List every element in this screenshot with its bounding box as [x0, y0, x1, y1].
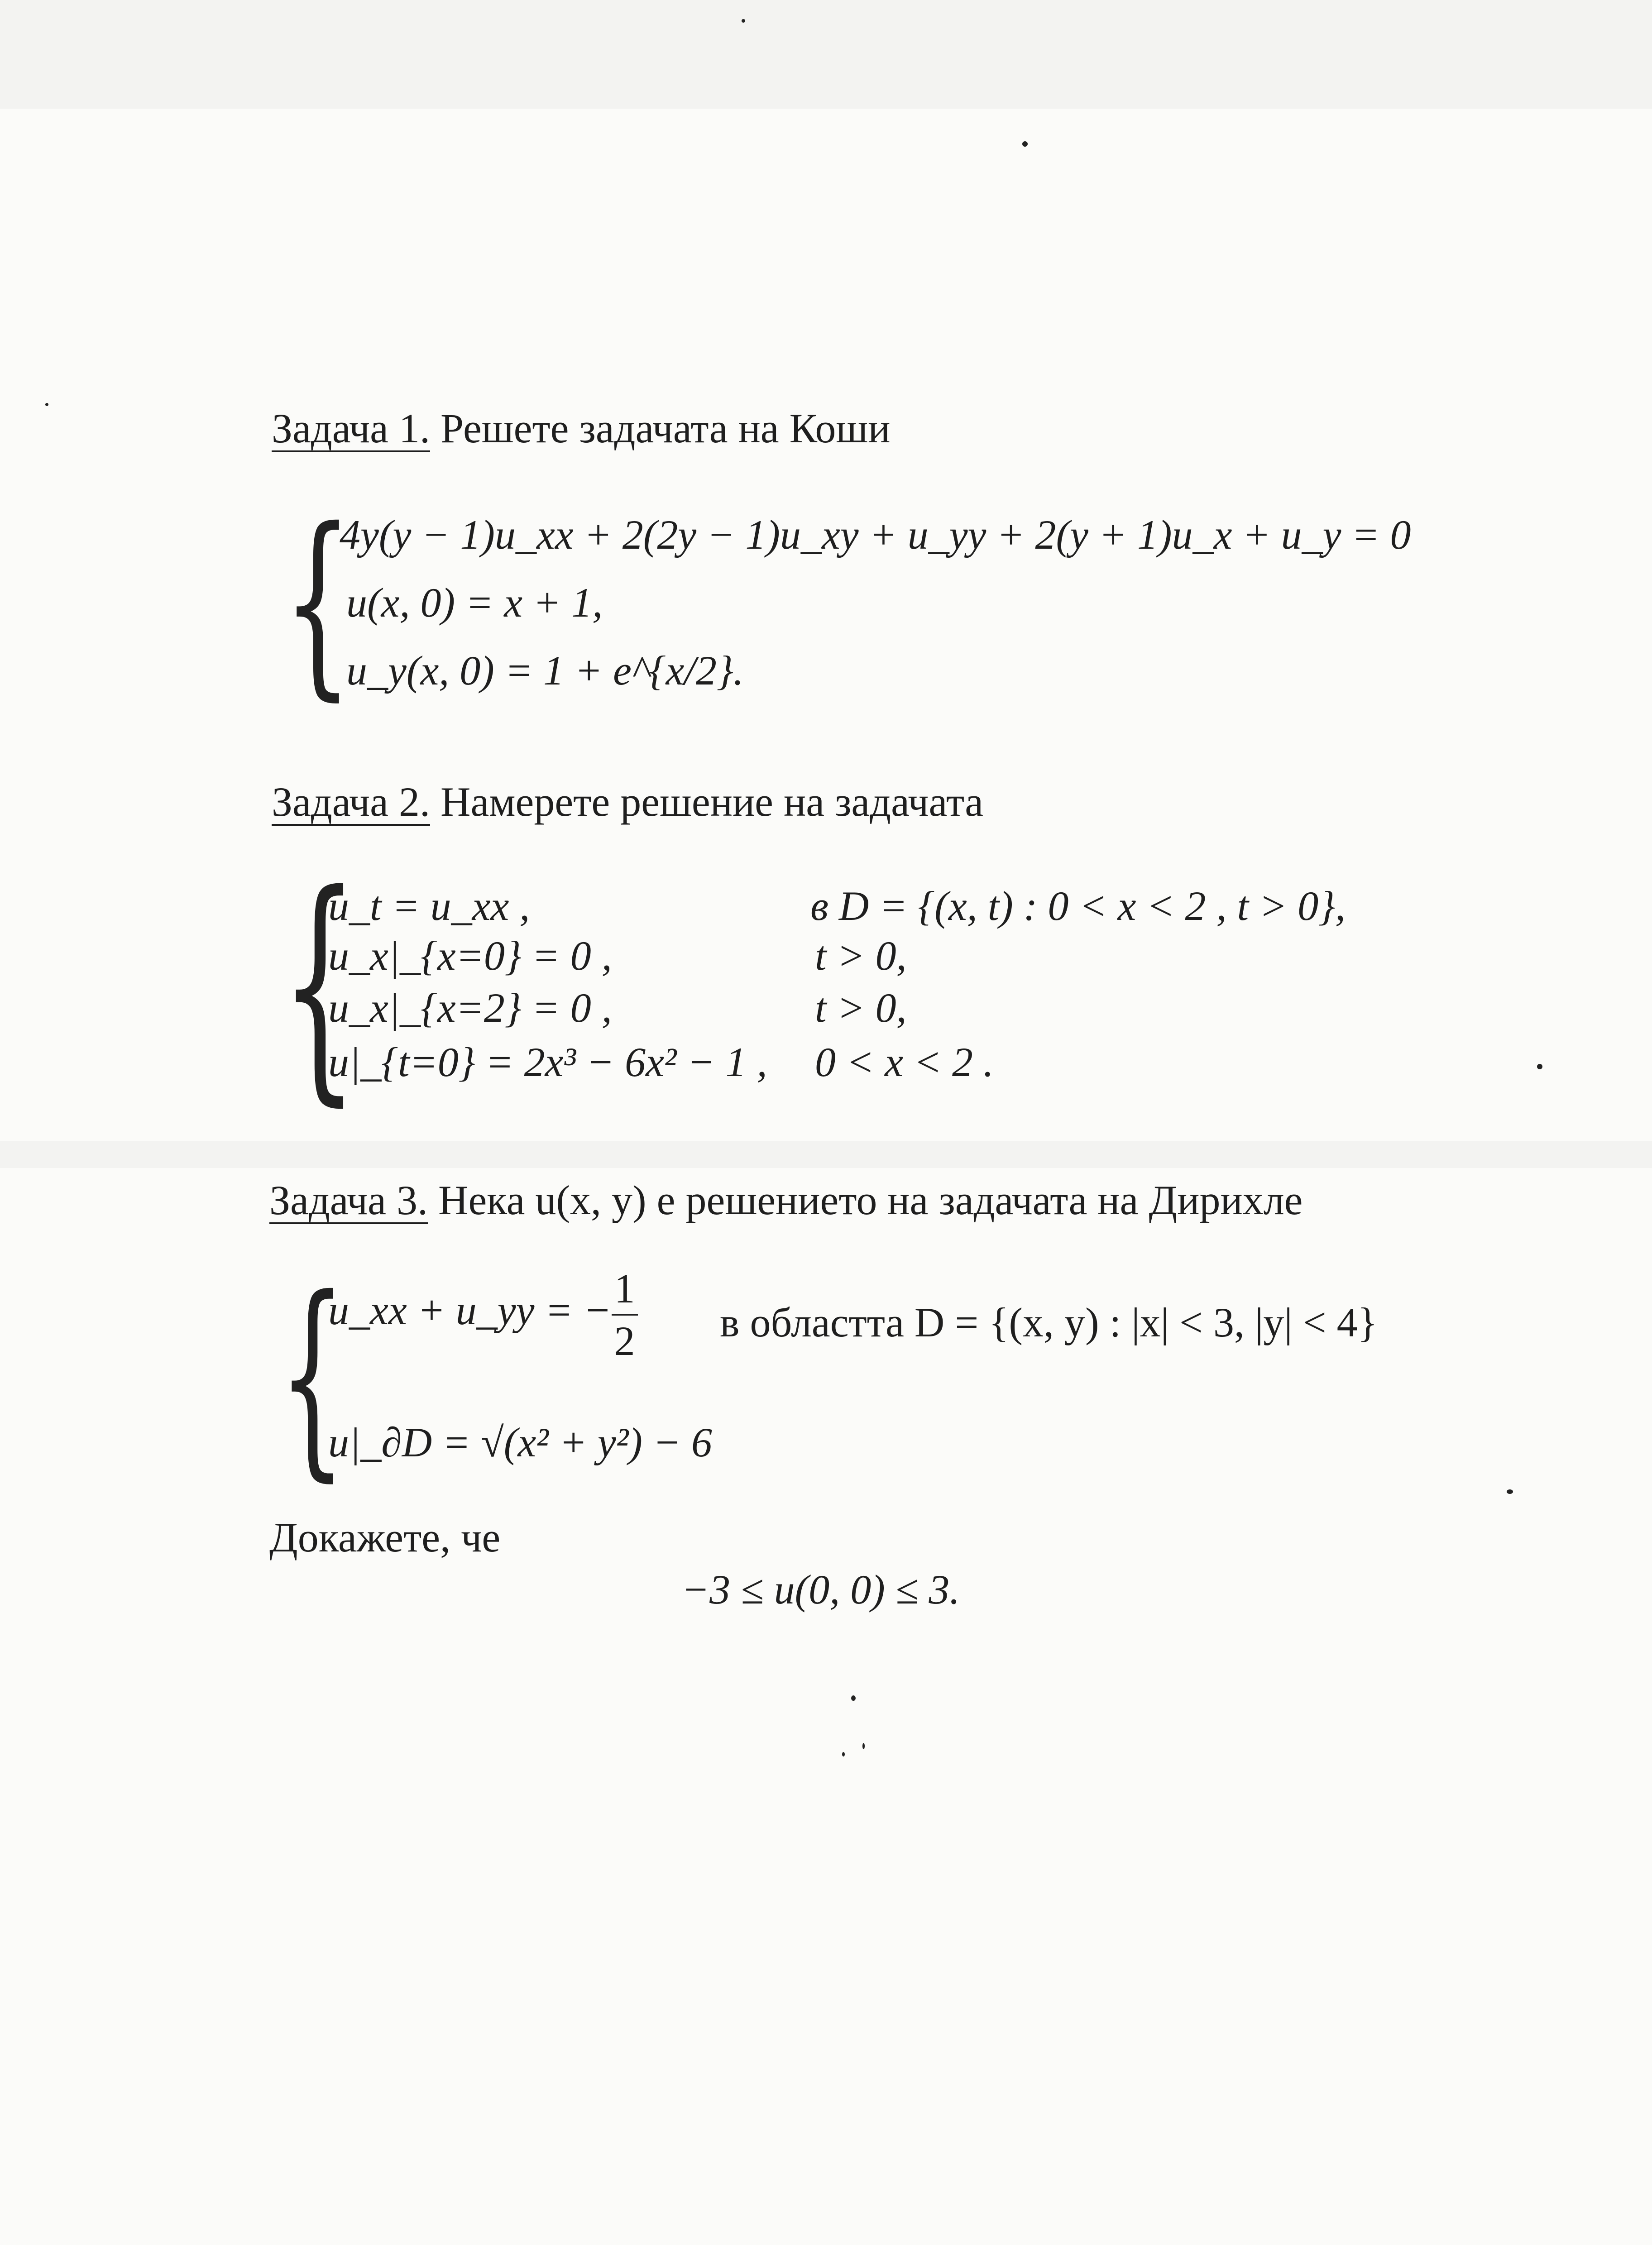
problem1-label: Задача 1. [272, 405, 430, 451]
problem3-title: Нека u(x, y) е решението на задачата на Дирихле [438, 1177, 1303, 1223]
problem2-title: Намерете решение на задачата [441, 779, 984, 825]
problem2-row-4-left: u|_{t=0} = 2x³ − 6x² − 1 , [328, 1039, 767, 1085]
problem3-eq1-fraction-numerator: 1 [612, 1268, 638, 1316]
scan-speck [1022, 141, 1028, 147]
problem2-row-2-left: u_x|_{x=0} = 0 , [328, 933, 612, 979]
problem2-row-1-right: в D = {(x, t) : 0 < x < 2 , t > 0}, [810, 883, 1346, 929]
problem3-eq1-left: u_xx + u_yy = − [328, 1287, 612, 1334]
problem3-label: Задача 3. [269, 1177, 428, 1223]
scan-speck [1507, 1489, 1513, 1494]
scan-speck [851, 1695, 856, 1701]
problem1-title: Решете задачата на Коши [441, 405, 891, 451]
scan-band-middle [0, 1141, 1652, 1168]
problem2-label: Задача 2. [272, 779, 430, 825]
problem2-heading [272, 781, 983, 823]
problem2-row-1-left: u_t = u_xx , [328, 883, 530, 929]
scan-band-top [0, 0, 1652, 109]
problem2-brace: { [281, 842, 359, 1127]
problem3-prove-label: Докажете, че [269, 1514, 501, 1560]
problem1-heading [272, 407, 890, 449]
scan-speck [842, 1752, 845, 1757]
scan-speck [862, 1743, 865, 1749]
problem1-equation-1: 4y(y − 1)u_xx + 2(2y − 1)u_xy + u_yy + 2(y + 1)u_x + u_y = 0 [340, 512, 1411, 558]
problem3-heading [269, 1179, 1302, 1221]
problem2-row-3-left: u_x|_{x=2} = 0 , [328, 985, 612, 1031]
problem1-equation-3: u_y(x, 0) = 1 + e^{x/2}. [346, 647, 744, 694]
problem2-row-3-right: t > 0, [815, 985, 907, 1031]
problem1-brace: { [283, 486, 353, 718]
problem3-equation-1 [328, 1265, 638, 1364]
scan-speck [1537, 1064, 1542, 1069]
problem3-eq1-fraction-denominator: 2 [614, 1318, 635, 1364]
problem3-brace: { [278, 1252, 346, 1500]
problem1-equation-2: u(x, 0) = x + 1, [346, 579, 603, 626]
problem3-eq1-fraction [612, 1265, 638, 1364]
problem3-equation-1-right: в областта D = {(x, y) : |x| < 3, |y| < 4} [720, 1299, 1378, 1345]
scan-speck [45, 403, 48, 406]
problem2-row-4-right: 0 < x < 2 . [815, 1039, 994, 1085]
problem2-row-2-right: t > 0, [815, 933, 907, 979]
scan-speck [742, 19, 745, 23]
problem3-inequality: −3 ≤ u(0, 0) ≤ 3. [681, 1566, 960, 1613]
problem3-equation-2: u|_∂D = √(x² + y²) − 6 [328, 1419, 713, 1465]
